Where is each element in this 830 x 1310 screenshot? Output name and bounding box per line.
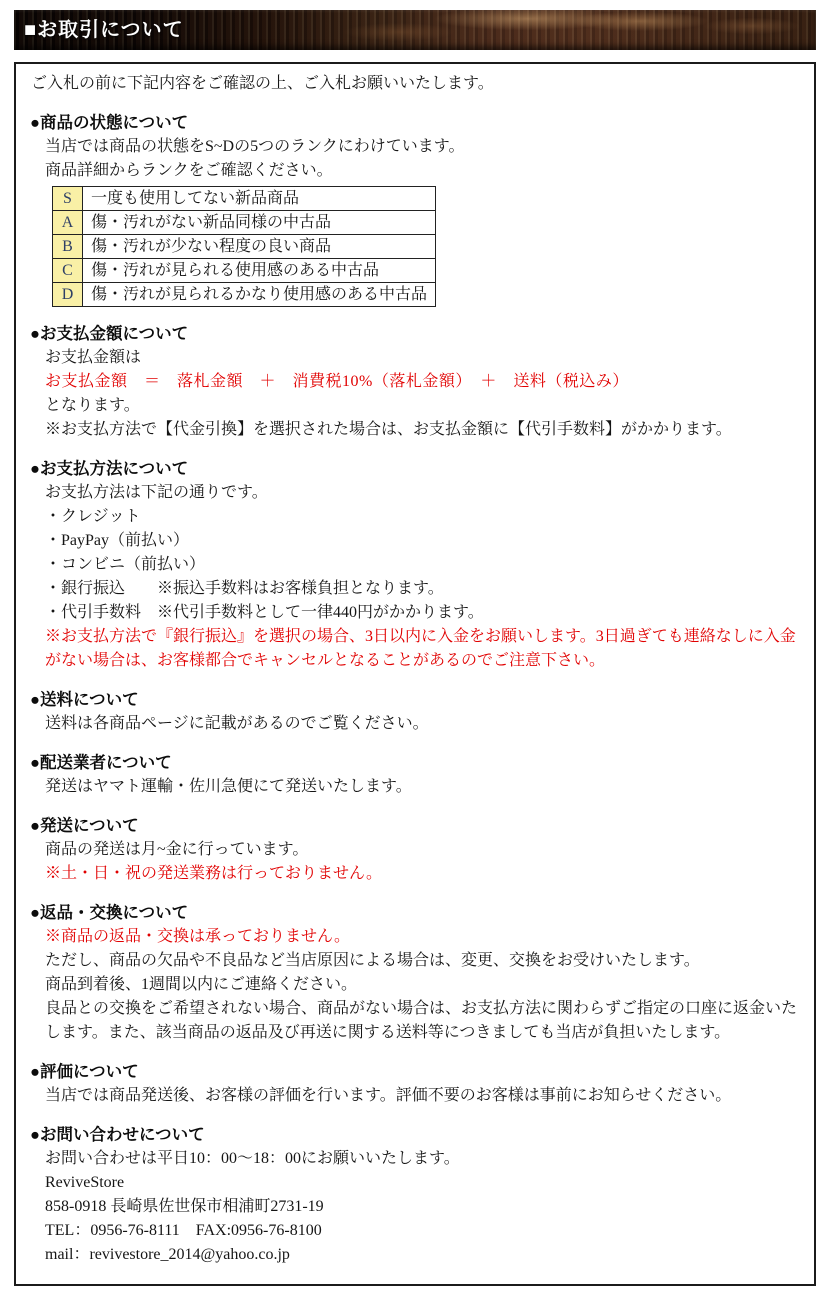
dispatch-heading: ●発送について	[30, 817, 139, 835]
dispatch-line-1: 商品の発送は月~金に行っています。	[45, 841, 309, 858]
rank-grade-cell: A	[53, 211, 83, 235]
dispatch-note: ※土・日・祝の発送業務は行っておりません。	[45, 865, 382, 882]
payment-amount-note: ※お支払方法で【代金引換】を選択された場合は、お支払金額に【代引手数料】がかかります。	[45, 421, 732, 438]
rank-row-a	[53, 211, 436, 235]
payment-method-item-paypay: ・PayPay（前払い）	[45, 532, 190, 549]
rating-heading: ●評価について	[30, 1063, 139, 1081]
payment-method-heading: ●お支払方法について	[30, 460, 189, 478]
rating-line-1: 当店では商品発送後、お客様の評価を行います。評価不要のお客様は事前にお知らせください。	[45, 1087, 732, 1104]
payment-amount-heading: ●お支払金額について	[30, 325, 189, 343]
payment-method-item-credit: ・クレジット	[45, 508, 141, 525]
payment-method-item-bank-transfer: ・銀行振込 ※振込手数料はお客様負担となります。	[45, 580, 444, 597]
page-header-bar	[14, 10, 816, 50]
returns-heading: ●返品・交換について	[30, 904, 189, 922]
rank-grade-cell: C	[53, 259, 83, 283]
product-condition-heading: ●商品の状態について	[30, 114, 189, 132]
returns-line-2: 商品到着後、1週間以内にご連絡ください。	[45, 976, 358, 993]
store-mail: mail：revivestore_2014@yahoo.co.jp	[45, 1246, 290, 1263]
contact-hours: お問い合わせは平日10：00～18：00にお願いいたします。	[45, 1150, 460, 1167]
returns-line-1: ただし、商品の欠品や不良品など当店原因による場合は、変更、交換をお受けいたします。	[45, 952, 700, 969]
rank-grade-cell: D	[53, 283, 83, 307]
carrier-heading: ●配送業者について	[30, 754, 172, 772]
rank-grade-cell: S	[53, 187, 83, 211]
section-payment-amount	[30, 322, 800, 442]
section-contact	[30, 1123, 800, 1267]
store-address: 858-0918 長崎県佐世保市相浦町2731-19	[45, 1198, 324, 1215]
section-rating	[30, 1060, 800, 1108]
returns-line-3: 良品との交換をご希望されない場合、商品がない場合は、お支払方法に関わらずご指定の口座に返金いたします。また、該当商品の返品及び再送に関する送料等につきましても当店が負担いたします。	[45, 1000, 798, 1041]
terms-panel	[14, 62, 816, 1286]
section-carrier	[30, 751, 800, 799]
section-returns	[30, 901, 800, 1045]
payment-method-item-cod-fee: ・代引手数料 ※代引手数料として一律440円がかかります。	[45, 604, 484, 621]
intro-text: ご入札の前に下記内容をご確認の上、ご入札お願いいたします。	[31, 75, 494, 92]
product-condition-line-2: 商品詳細からランクをご確認ください。	[45, 162, 333, 179]
contact-heading: ●お問い合わせについて	[30, 1126, 205, 1144]
rank-desc-cell: 傷・汚れが見られるかなり使用感のある中古品	[83, 283, 436, 307]
payment-method-line-1: お支払方法は下記の通りです。	[45, 484, 268, 501]
rank-row-c	[53, 259, 436, 283]
section-shipping-fee	[30, 688, 800, 736]
product-condition-line-1: 当店では商品の状態をS~Dの5つのランクにわけています。	[45, 138, 465, 155]
shipping-fee-line-1: 送料は各商品ページに記載があるのでご覧ください。	[45, 715, 429, 732]
rank-desc-cell: 傷・汚れがない新品同様の中古品	[83, 211, 436, 235]
store-tel-fax: TEL：0956-76-8111 FAX:0956-76-8100	[45, 1222, 322, 1239]
payment-method-item-convenience: ・コンビニ（前払い）	[45, 556, 206, 573]
page-title: ■お取引について	[24, 19, 184, 41]
section-product-condition	[30, 111, 800, 307]
rank-desc-cell: 傷・汚れが少ない程度の良い商品	[83, 235, 436, 259]
rank-desc-cell: 一度も使用してない新品商品	[83, 187, 436, 211]
rank-row-b	[53, 235, 436, 259]
rank-row-d	[53, 283, 436, 307]
returns-note: ※商品の返品・交換は承っておりません。	[45, 928, 350, 945]
rank-table	[52, 186, 436, 307]
store-name: ReviveStore	[45, 1174, 125, 1191]
payment-amount-line-2: となります。	[45, 397, 140, 414]
section-payment-method	[30, 457, 800, 673]
payment-formula: お支払金額 ＝ 落札金額 ＋ 消費税10%（落札金額） ＋ 送料（税込み）	[45, 373, 629, 390]
section-dispatch	[30, 814, 800, 886]
shipping-fee-heading: ●送料について	[30, 691, 139, 709]
payment-method-note: ※お支払方法で『銀行振込』を選択の場合、3日以内に入金をお願いします。3日過ぎても連絡なしに入金がない場合は、お客様都合でキャンセルとなることがあるのでご注意下さい。	[45, 628, 796, 669]
payment-amount-line-1: お支払金額は	[45, 349, 142, 366]
rank-desc-cell: 傷・汚れが見られる使用感のある中古品	[83, 259, 436, 283]
rank-grade-cell: B	[53, 235, 83, 259]
carrier-line-1: 発送はヤマト運輸・佐川急便にて発送いたします。	[45, 778, 412, 795]
rank-row-s	[53, 187, 436, 211]
